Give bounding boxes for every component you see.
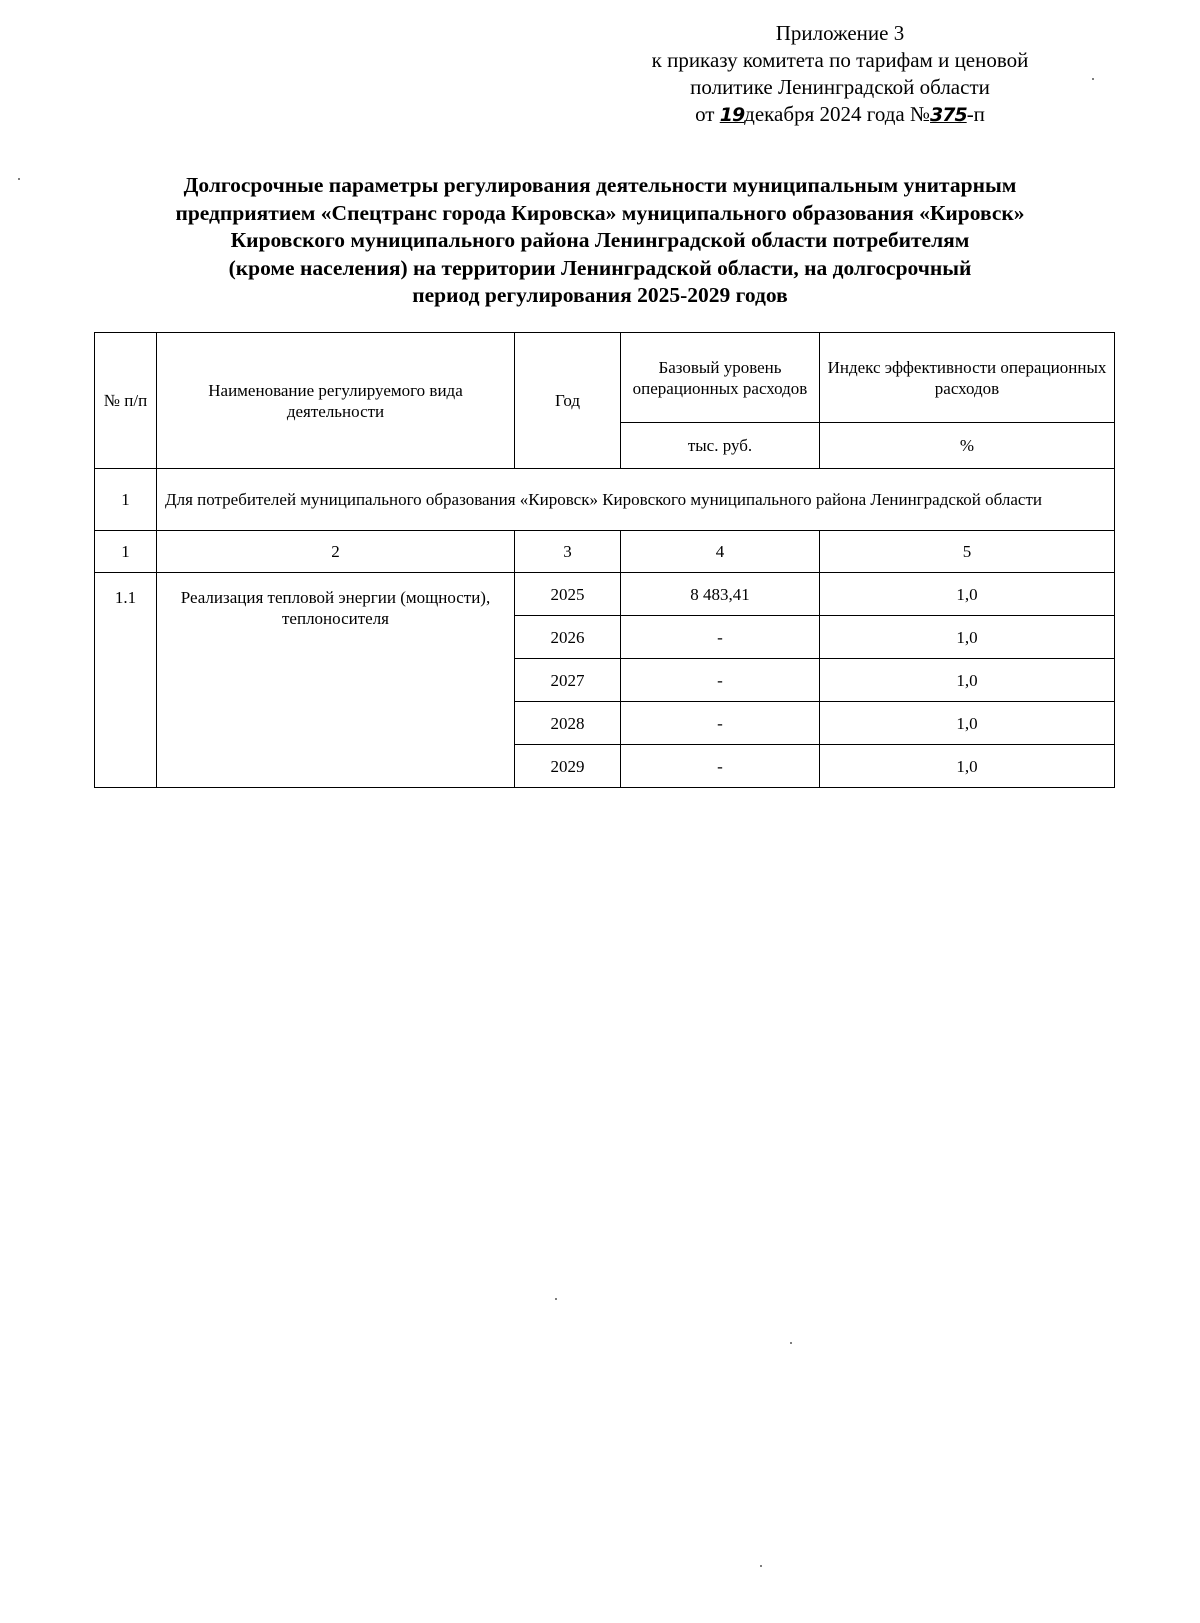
handwritten-order-number: 375 [930,104,967,126]
scan-speck [790,1342,792,1344]
column-number: 3 [515,531,621,573]
handwritten-day: 19 [719,104,745,126]
title-line: Кировского муниципального района Ленинградской области потребителям [230,228,970,252]
efficiency-index-cell: 1,0 [820,702,1115,745]
activity-name: Реализация тепловой энергии (мощности), теплоносителя [157,573,515,788]
column-numbers-row [95,531,1115,573]
year-cell: 2026 [515,616,621,659]
header-efficiency-index: Индекс эффективности операционных расходов [820,333,1115,423]
base-level-cell: - [621,659,820,702]
appendix-date-line [580,101,1100,129]
group-description: Для потребителей муниципального образования «Кировск» Кировского муниципального района Ленинградской области [157,469,1115,531]
appendix-order-ref: к приказу комитета по тарифам и ценовой [651,48,1029,72]
header-year: Год [515,333,621,469]
efficiency-index-cell: 1,0 [820,659,1115,702]
group-num: 1 [95,469,157,531]
efficiency-index-cell: 1,0 [820,616,1115,659]
appendix-header [580,20,1100,129]
appendix-title: Приложение 3 [775,21,905,45]
efficiency-index-cell: 1,0 [820,745,1115,788]
document-title [80,172,1120,310]
base-level-cell: 8 483,41 [621,573,820,616]
column-number: 5 [820,531,1115,573]
appendix-committee: политике Ленинградской области [690,75,990,99]
title-line: (кроме населения) на территории Ленинградской области, на долгосрочный [228,255,972,280]
base-level-cell: - [621,616,820,659]
header-base-unit: тыс. руб. [621,423,820,469]
scan-speck [555,1298,557,1300]
header-activity-name: Наименование регулируемого вида деятельности [157,333,515,469]
efficiency-index-cell: 1,0 [820,573,1115,616]
year-cell: 2028 [515,702,621,745]
header-base-level: Базовый уровень операционных расходов [621,333,820,423]
title-line: период регулирования 2025-2029 годов [412,283,788,307]
column-number: 4 [621,531,820,573]
base-level-cell: - [621,702,820,745]
group-row [95,469,1115,531]
date-rest: декабря 2024 года № [744,102,931,126]
scan-speck [1092,78,1094,80]
scan-speck [18,178,20,180]
column-number: 2 [157,531,515,573]
title-line: Долгосрочные параметры регулирования деятельности муниципальным унитарным [183,173,1017,197]
table-row [95,573,1115,616]
order-suffix: -п [966,102,985,126]
year-cell: 2029 [515,745,621,788]
header-row [95,333,1115,423]
header-num: № п/п [95,333,157,469]
header-index-unit: % [820,423,1115,469]
date-prefix: от [695,102,715,126]
parameters-table [94,332,1115,788]
year-cell: 2027 [515,659,621,702]
column-number: 1 [95,531,157,573]
base-level-cell: - [621,745,820,788]
year-cell: 2025 [515,573,621,616]
title-line: предприятием «Спецтранс города Кировска» муниципального образования «Кировск» [175,200,1025,225]
scan-speck [760,1565,762,1567]
item-num: 1.1 [95,573,157,788]
